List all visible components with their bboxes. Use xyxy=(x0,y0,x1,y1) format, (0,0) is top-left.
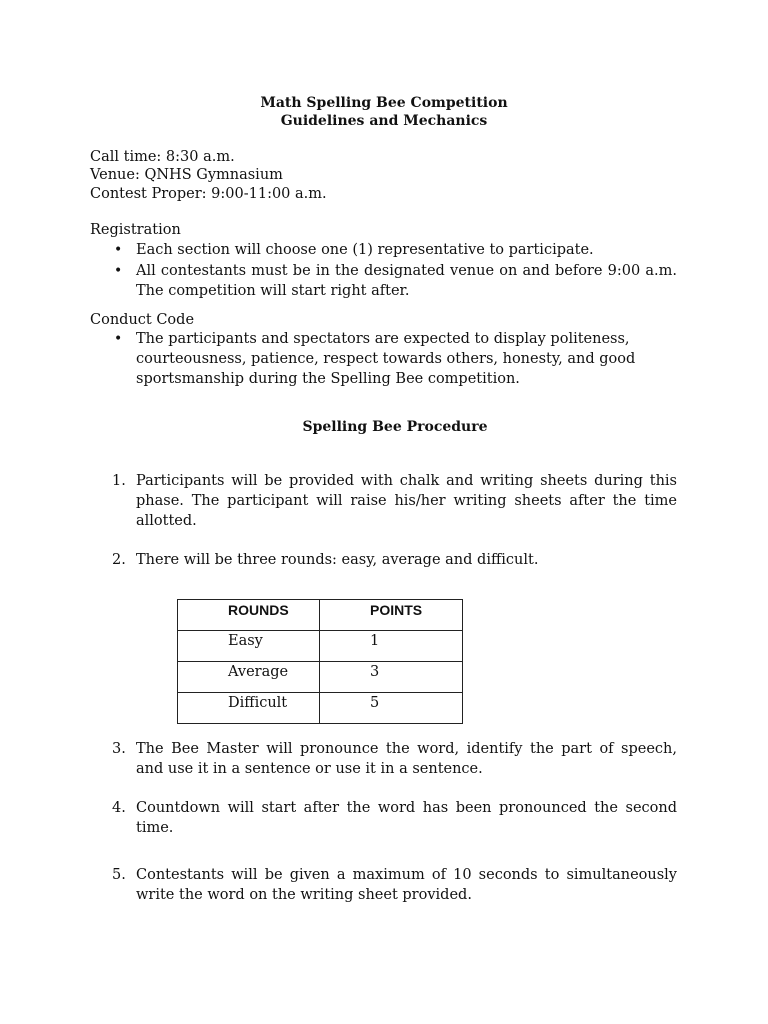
table-cell: Average xyxy=(178,662,320,693)
step-number: 3. xyxy=(112,741,126,757)
table-header-cell: POINTS xyxy=(320,600,463,631)
bullet-icon: • xyxy=(114,242,123,258)
bullet-icon: • xyxy=(114,331,123,347)
table-cell: Easy xyxy=(178,631,320,662)
call-time-text: Call time: 8:30 a.m. xyxy=(90,149,235,165)
contest-proper-text: Contest Proper: 9:00-11:00 a.m. xyxy=(90,186,327,202)
rounds-points-table xyxy=(177,599,463,724)
registration-item: All contestants must be in the designated venue on and before 9:00 a.m. The competition will start right after. xyxy=(136,263,677,299)
table-header-row xyxy=(178,600,463,631)
procedure-step: Contestants will be given a maximum of 10 seconds to simultaneously write the word on the writing sheet provided. xyxy=(136,867,677,903)
conduct-heading: Conduct Code xyxy=(90,312,195,328)
procedure-step: Participants will be provided with chalk and writing sheets during this phase. The participant will raise his/her writing sheets after the time allotted. xyxy=(136,473,677,529)
step-number: 5. xyxy=(112,867,126,883)
bullet-icon: • xyxy=(114,263,123,279)
table-cell: Difficult xyxy=(178,693,320,724)
registration-item: Each section will choose one (1) representative to participate. xyxy=(136,242,594,258)
venue-text: Venue: QNHS Gymnasium xyxy=(90,167,283,183)
step-number: 1. xyxy=(112,473,126,489)
step-number: 2. xyxy=(112,552,126,568)
document-subtitle: Guidelines and Mechanics xyxy=(280,113,488,129)
procedure-step: The Bee Master will pronounce the word, identify the part of speech, and use it in a sentence or use it in a sentence. xyxy=(136,741,677,777)
registration-heading: Registration xyxy=(90,222,181,238)
table-cell: 3 xyxy=(320,662,463,693)
table-row xyxy=(178,662,463,693)
table-cell: 5 xyxy=(320,693,463,724)
procedure-step: Countdown will start after the word has been pronounced the second time. xyxy=(136,800,677,836)
procedure-heading: Spelling Bee Procedure xyxy=(302,419,488,435)
step-number: 4. xyxy=(112,800,126,816)
procedure-step: There will be three rounds: easy, average and difficult. xyxy=(136,552,539,568)
table-cell: 1 xyxy=(320,631,463,662)
table-row xyxy=(178,693,463,724)
table-header-cell: ROUNDS xyxy=(178,600,320,631)
document-title: Math Spelling Bee Competition xyxy=(260,95,508,111)
table-row xyxy=(178,631,463,662)
conduct-item: The participants and spectators are expected to display politeness, courteousness, patience, respect towards others, honesty, and good sportsmanship during the Spelling Bee competition. xyxy=(136,331,636,387)
